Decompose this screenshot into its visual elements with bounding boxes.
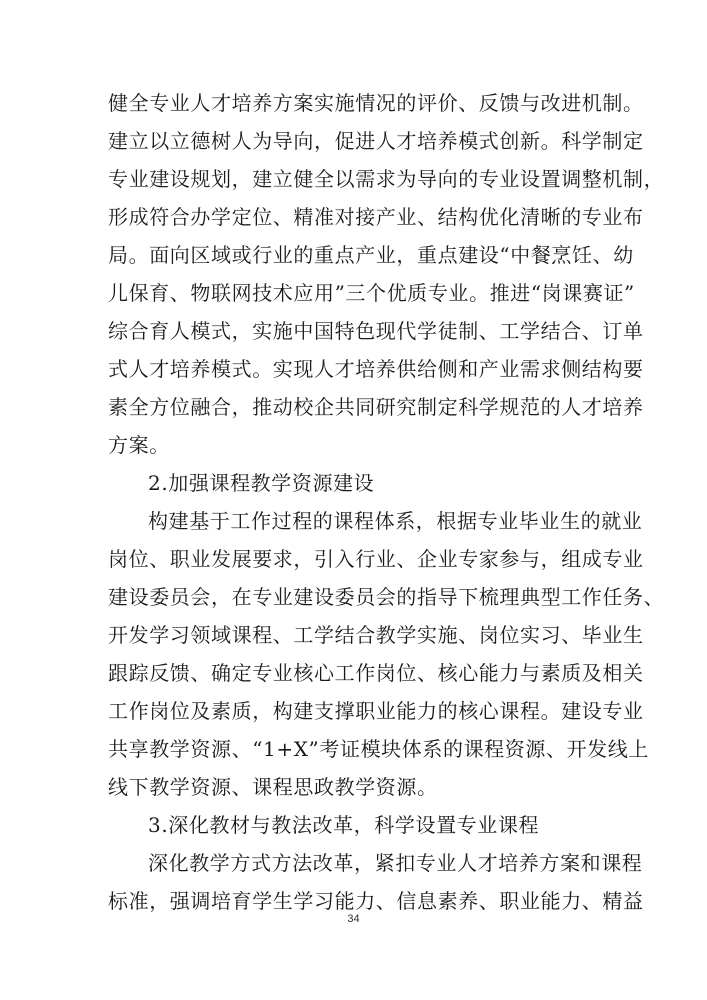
paragraph-1-line-1: 健全专业人才培养方案实施情况的评价、反馈与改进机制。 <box>108 91 644 115</box>
paragraph-2-line-4: 开发学习领域课程、工学结合教学实施、岗位实习、毕业生 <box>108 623 644 647</box>
paragraph-1-line-8: 式人才培养模式。实现人才培养供给侧和产业需求侧结构要 <box>108 357 644 381</box>
paragraph-2-line-7: 共享教学资源、“1+X”考证模块体系的课程资源、开发线上 <box>108 737 649 761</box>
paragraph-2-line-1: 构建基于工作过程的课程体系，根据专业毕业生的就业 <box>148 509 643 533</box>
paragraph-1-line-2: 建立以立德树人为导向，促进人才培养模式创新。科学制定 <box>108 129 644 153</box>
paragraph-2-line-3: 建设委员会，在专业建设委员会的指导下梳理典型工作任务、 <box>108 585 665 609</box>
paragraph-2-line-2: 岗位、职业发展要求，引入行业、企业专家参与，组成专业 <box>108 547 644 571</box>
section-heading-2: 2.加强课程教学资源建设 <box>148 471 375 495</box>
paragraph-1-line-7: 综合育人模式，实施中国特色现代学徒制、工学结合、订单 <box>108 319 644 343</box>
section-heading-3: 3.深化教材与教法改革，科学设置专业课程 <box>148 813 540 837</box>
paragraph-3-line-2: 标准，强调培育学生学习能力、信息素养、职业能力、精益 <box>108 889 644 913</box>
paragraph-1-line-10: 方案。 <box>108 433 170 457</box>
paragraph-1-line-9: 素全方位融合，推动校企共同研究制定科学规范的人才培养 <box>108 395 644 419</box>
page-number: 34 <box>347 913 360 925</box>
paragraph-3-line-1: 深化教学方式方法改革，紧扣专业人才培养方案和课程 <box>148 851 643 875</box>
paragraph-2-line-5: 跟踪反馈、确定专业核心工作岗位、核心能力与素质及相关 <box>108 661 644 685</box>
paragraph-1-line-4: 形成符合办学定位、精准对接产业、结构优化清晰的专业布 <box>108 205 644 229</box>
paragraph-1-line-6: 儿保育、物联网技术应用”三个优质专业。推进“岗课赛证” <box>108 281 635 305</box>
paragraph-2-line-6: 工作岗位及素质，构建支撑职业能力的核心课程。建设专业 <box>108 699 644 723</box>
paragraph-1-line-5: 局。面向区域或行业的重点产业，重点建设“中餐烹饪、幼 <box>108 243 634 267</box>
paragraph-1-line-3: 专业建设规划，建立健全以需求为导向的专业设置调整机制， <box>108 167 665 191</box>
paragraph-2-line-8: 线下教学资源、课程思政教学资源。 <box>108 775 438 799</box>
